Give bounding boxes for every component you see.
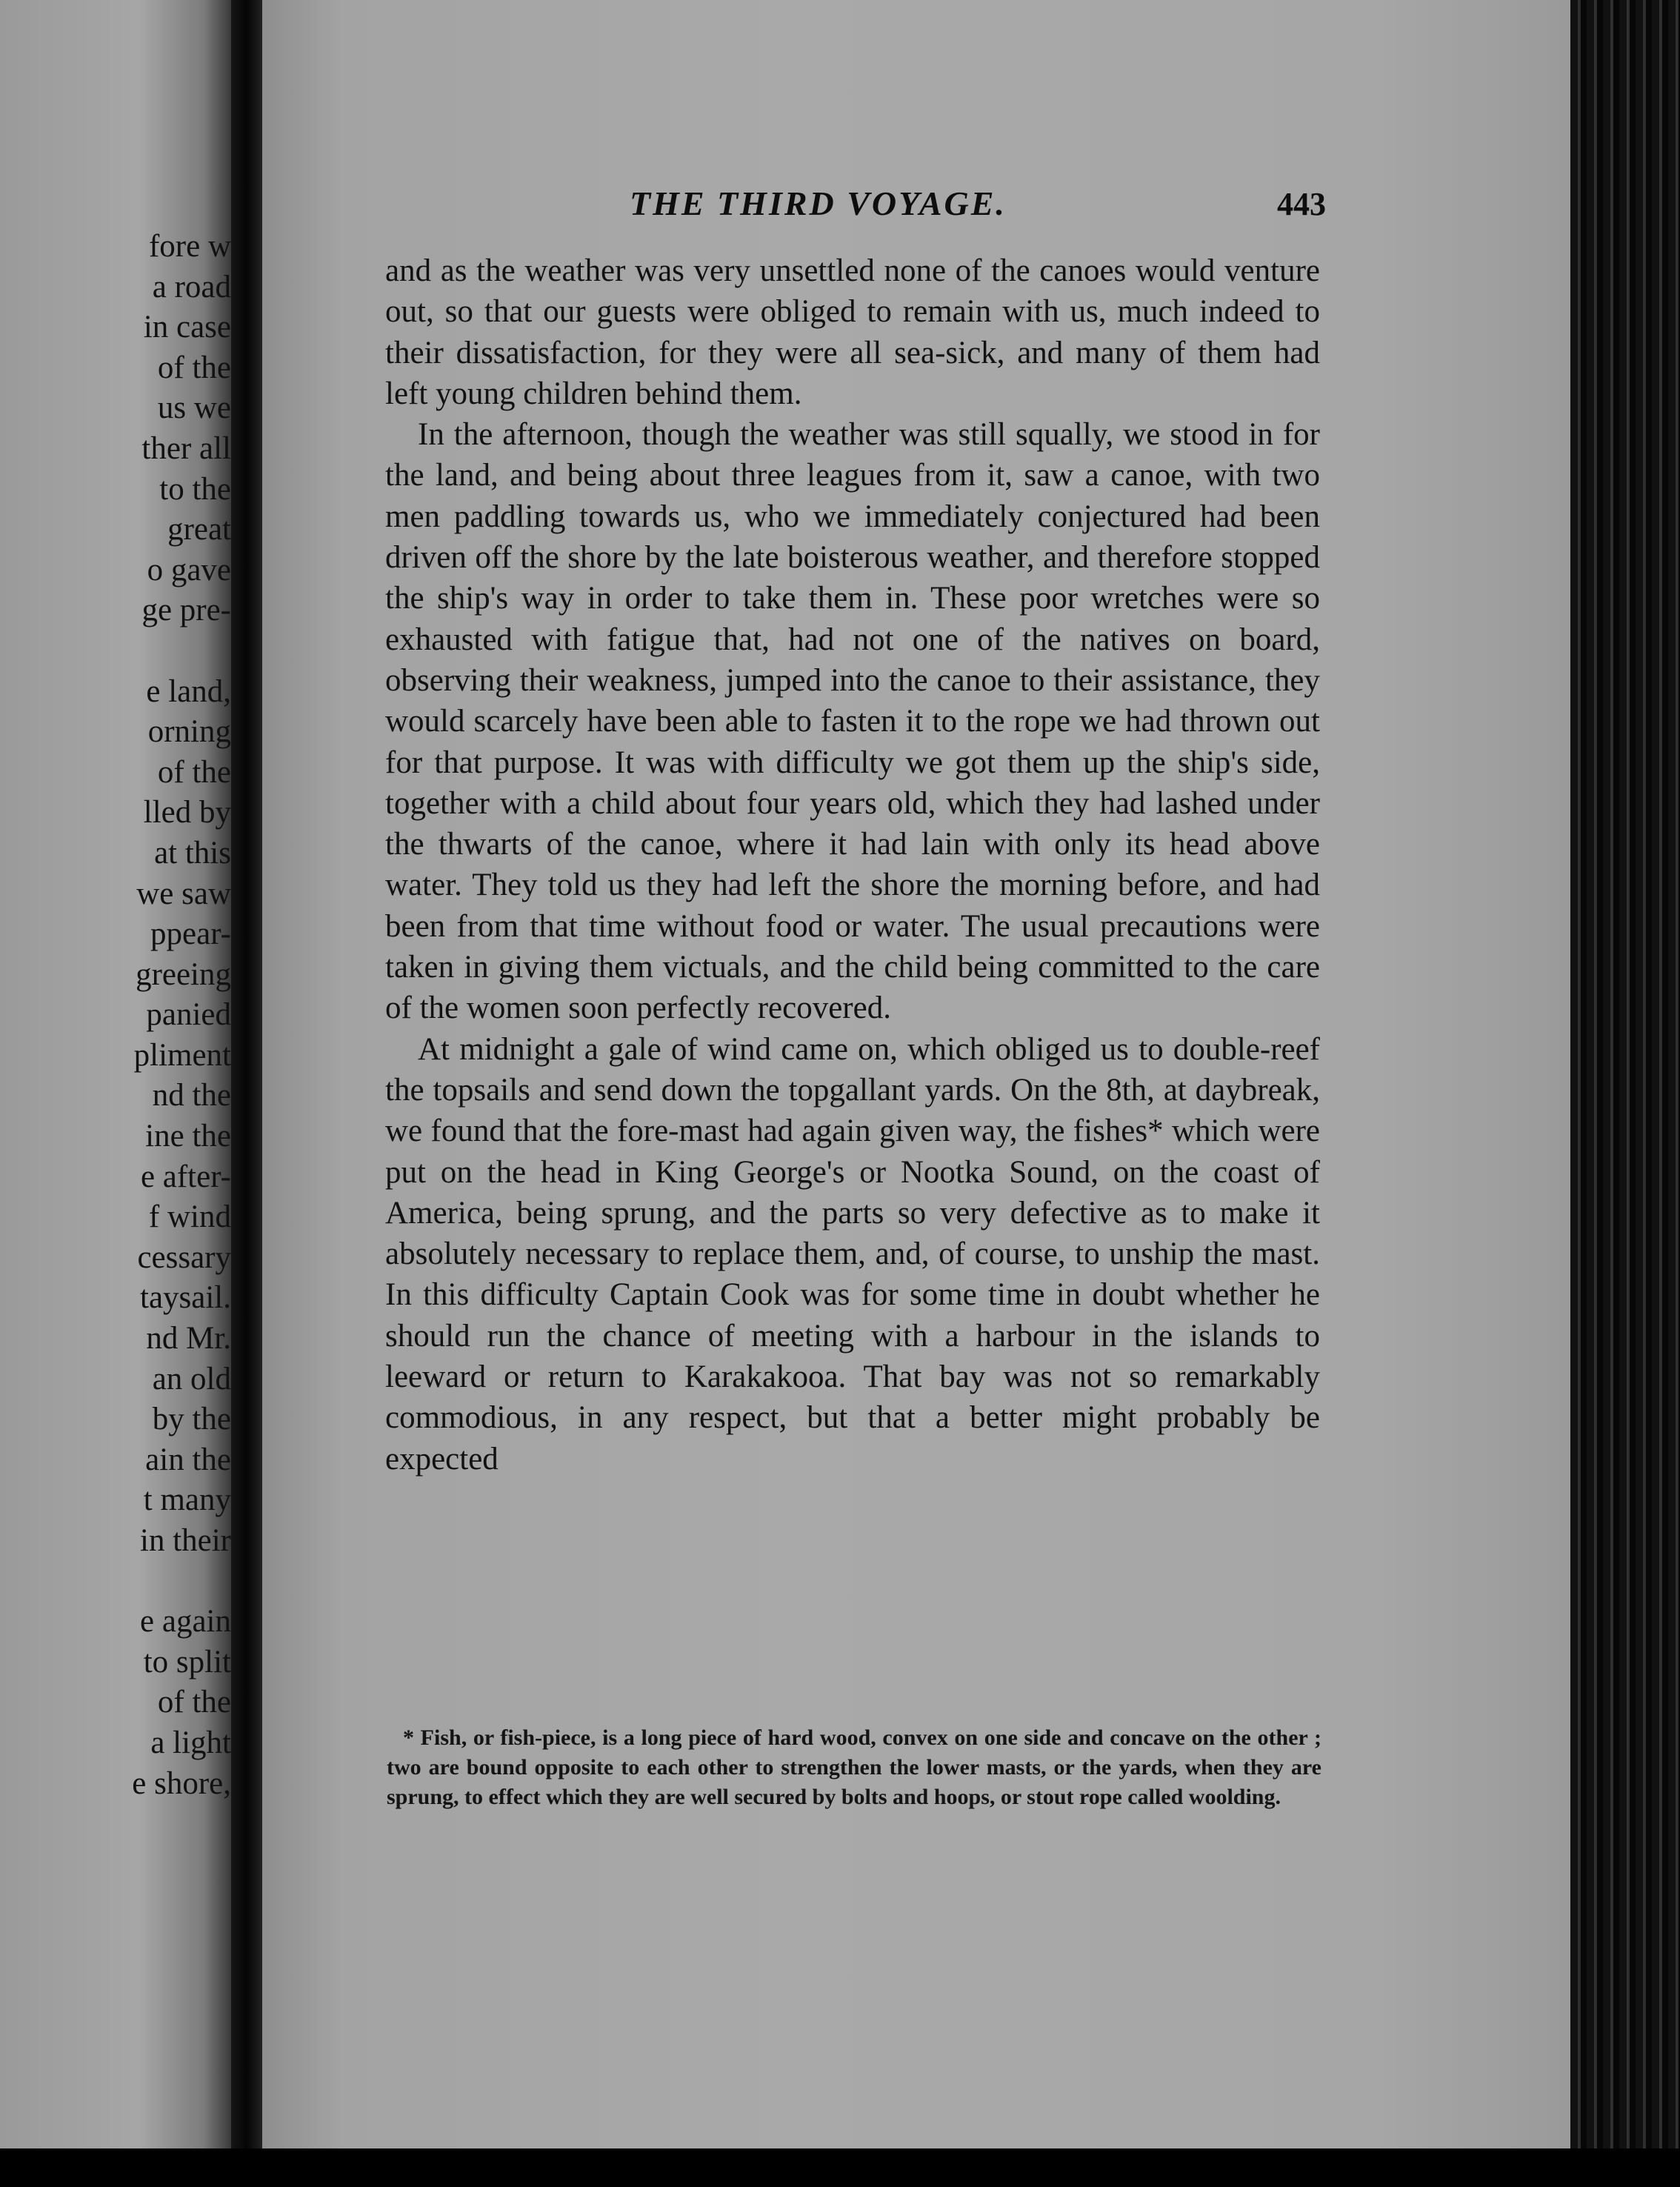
- left-page-line: nd Mr.: [146, 1321, 231, 1357]
- left-page-line: of the: [157, 350, 231, 385]
- left-page-line: greeing: [136, 956, 231, 992]
- left-page-line: a light: [150, 1725, 231, 1760]
- left-page-line: by the: [152, 1402, 231, 1437]
- left-page-line: cessary: [137, 1239, 231, 1275]
- left-page-line: great: [167, 512, 231, 547]
- left-page-line: to split: [143, 1644, 231, 1680]
- page-header: [385, 184, 1326, 228]
- paragraph-2: In the afternoon, though the weather was still squally, we stood in for the land, and being about three leagues from it, saw a canoe, with two men paddling towards us, who we immediately conjectured had been driven off the shore by the late boisterous weather, and therefore stopped the ship's way in order to take them in. These poor wretches were so exhausted with fatigue that, had not one of the natives on board, observing their weakness, jumped into the canoe to their assistance, they would scarcely have been able to fasten it to the rope we had thrown out for that purpose. It was with difficulty we got them up the ship's side, together with a child about four years old, which they had lashed under the thwarts of the canoe, where it had lain with only its head above water. They told us they had left the shore the morning before, and had been from that time without food or water. The usual precautions were taken in giving them victuals, and the child being committed to the care of the women soon perfectly recovered.: [385, 417, 1320, 1026]
- scan-bottom-border: [0, 2148, 1680, 2187]
- left-page-line: nd the: [152, 1078, 231, 1114]
- left-page-line: of the: [157, 1685, 231, 1720]
- left-page-line: pliment: [133, 1037, 231, 1073]
- left-page-line: in case: [143, 310, 231, 345]
- paragraph-3: At midnight a gale of wind came on, which obliged us to double-reef the topsails and send down the topgallant yards. On the 8th, at daybreak, we found that the fore-mast had again given way, the fishes* which were put on the head in King George's or Nootka Sound, on the coast of America, being sprung, and the parts so very defective as to make it absolutely necessary to replace them, and, of course, to unship the mast. In this difficulty Captain Cook was for some time in doubt whether he should run the chance of meeting with a harbour in the islands to leeward or return to Karakakooa. That bay was not so remarkably commodious, in any respect, but that a better might probably be expected: [385, 1031, 1320, 1477]
- left-page-line: [9, 1562, 231, 1602]
- left-page-line: orning: [147, 714, 231, 750]
- left-page-line: [9, 631, 231, 672]
- left-page-line: o gave: [147, 552, 231, 587]
- left-page-line: t many: [143, 1482, 231, 1518]
- left-page-line: in their: [140, 1523, 231, 1558]
- left-page-line: lled by: [143, 795, 231, 830]
- left-page-line: a road: [152, 269, 231, 304]
- left-page-line: us we: [157, 390, 231, 426]
- book-gutter: [231, 0, 262, 2187]
- left-page-line: we saw: [136, 876, 231, 911]
- left-page-line: panied: [146, 997, 231, 1033]
- left-page: [0, 0, 231, 2148]
- left-page-line: to the: [159, 471, 231, 507]
- left-page-line: e after-: [140, 1159, 231, 1194]
- left-page-line: e again: [140, 1604, 231, 1640]
- left-page-line: at this: [154, 835, 231, 871]
- left-page-line: ge pre-: [141, 593, 231, 628]
- left-page-line: of the: [157, 754, 231, 790]
- left-page-text: [9, 227, 231, 1804]
- left-page-line: ppear-: [150, 916, 231, 952]
- left-page-line: e land,: [146, 673, 231, 709]
- running-title: THE THIRD VOYAGE.: [630, 184, 1007, 222]
- page-number: 443: [1277, 186, 1326, 222]
- left-page-line: f wind: [148, 1199, 231, 1235]
- left-page-line: taysail.: [140, 1280, 231, 1316]
- left-page-line: ther all: [141, 430, 231, 466]
- left-page-line: e shore,: [132, 1765, 231, 1801]
- footnote: * Fish, or fish-piece, is a long piece of hard wood, convex on one side and concave on the other ; two are bound opposite to each other to strengthen the lower masts, or the yards, when they are sprung, to effect which they are well secured by bolts and hoops, or stout rope called woolding.: [387, 1725, 1321, 1809]
- paragraph-1: and as the weather was very unsettled none of the canoes would venture out, so that our guests were obliged to remain with us, much indeed to their dissatisfaction, for they were all sea-sick, and many of them had left young children behind them.: [385, 253, 1320, 411]
- left-page-line: ain the: [145, 1442, 231, 1477]
- left-page-line: fore w: [148, 229, 231, 264]
- left-page-line: an old: [152, 1361, 231, 1397]
- body-text: [385, 250, 1320, 1479]
- left-page-line: ine the: [145, 1119, 231, 1154]
- page-edges: [1570, 0, 1680, 2187]
